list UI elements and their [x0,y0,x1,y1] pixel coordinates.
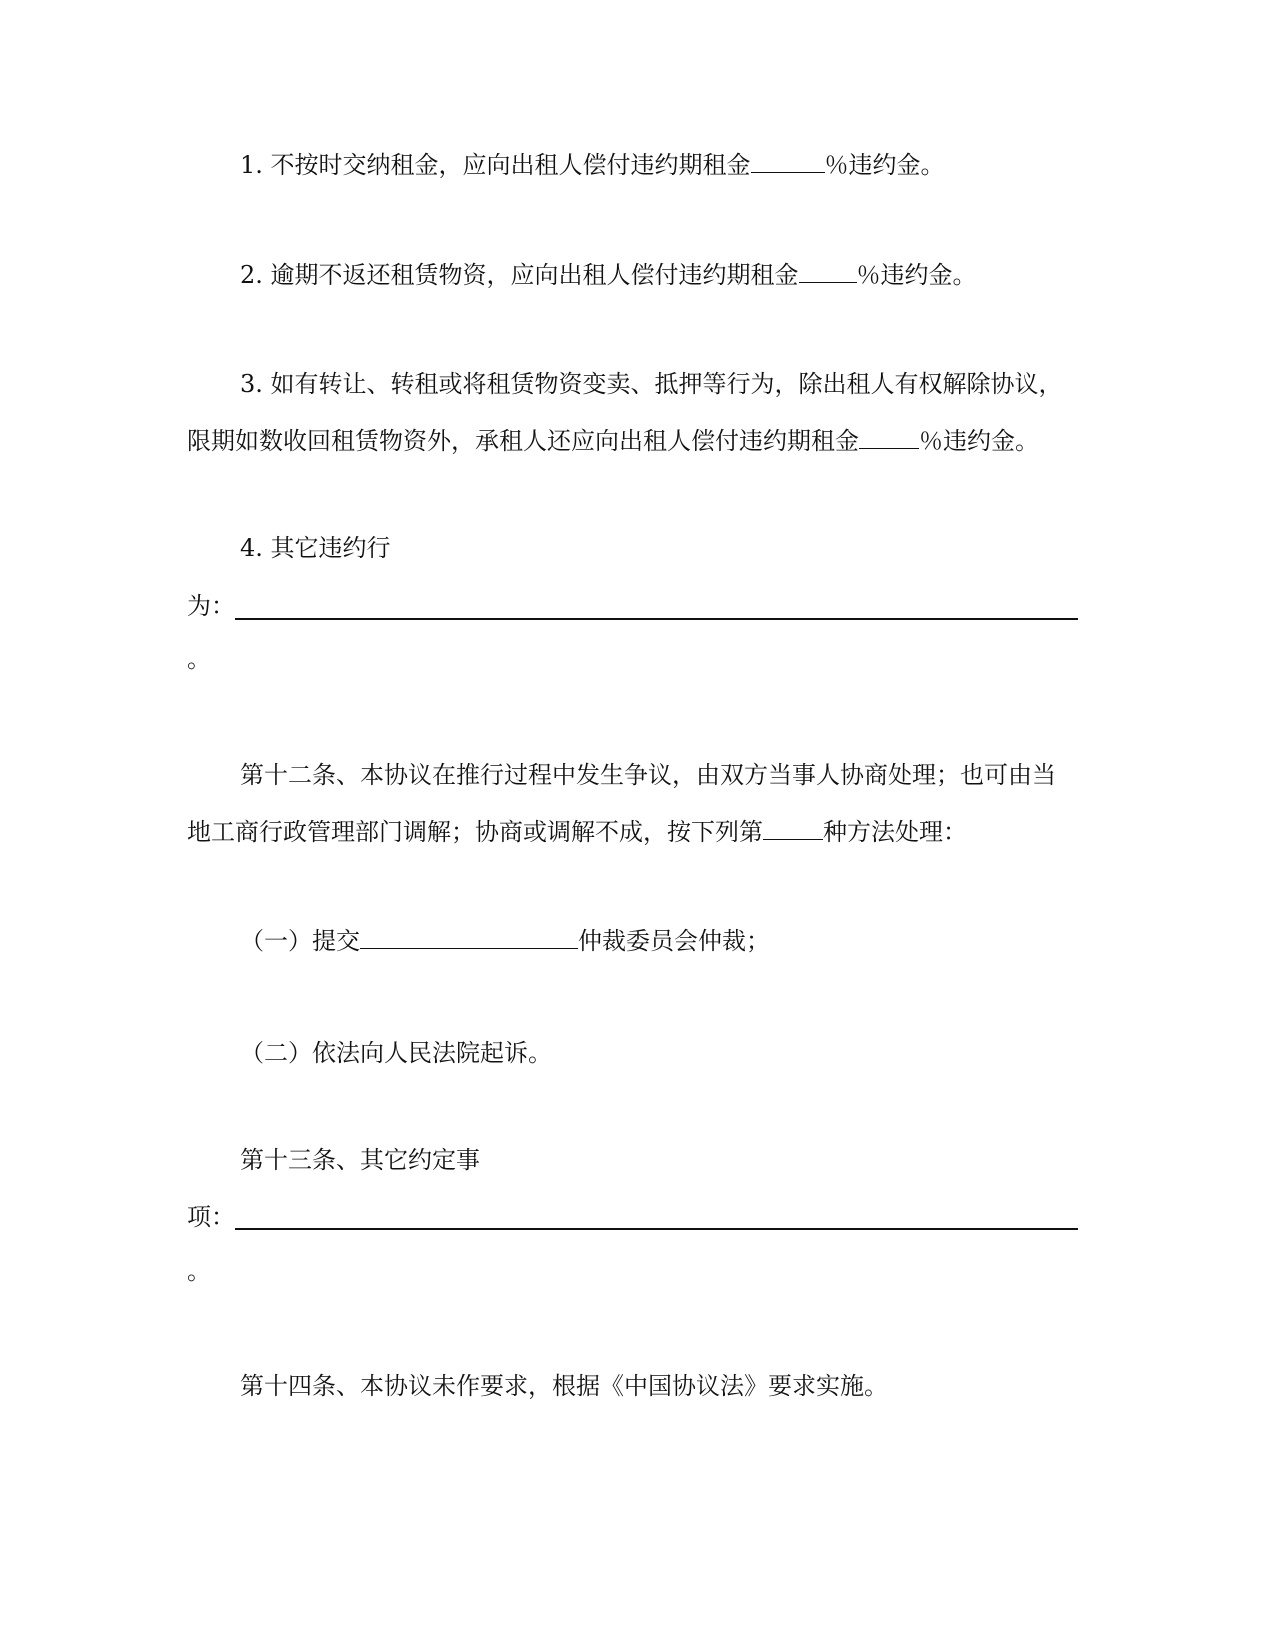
clause-12-suffix: 种方法处理： [823,818,967,846]
penalty-item-2-suffix: ％违约金。 [856,261,977,289]
arbitration-committee-blank[interactable] [360,926,578,949]
clause-12-text: 地工商行政管理部门调解；协商或调解不成，按下列第 [187,818,763,846]
penalty-item-3-suffix: ％违约金。 [919,427,1039,455]
penalty-item-1-suffix: ％违约金。 [824,151,945,179]
clause-12-line-1: 第十二条、本协议在推行过程中发生争议，由双方当事人协商处理；也可由当 [240,761,1056,789]
penalty-item-2-text: 2. 逾期不返还租赁物资，应向出租人偿付违约期租金 [240,261,799,289]
other-terms-blank[interactable] [235,1228,1078,1230]
clause-13-end: 。 [187,1257,211,1285]
dispute-option-1 [240,926,770,956]
dispute-option-1-suffix: 仲裁委员会仲裁； [578,927,770,955]
clause-13-line-1: 第十三条、其它约定事 [240,1146,480,1174]
dispute-method-blank[interactable] [763,817,823,840]
penalty-item-1-text: 1. 不按时交纳租金，应向出租人偿付违约期租金 [240,151,751,179]
penalty-rate-3-blank[interactable] [859,426,919,449]
penalty-item-4-label: 为： [187,592,235,620]
penalty-item-3-text: 限期如数收回租赁物资外，承租人还应向出租人偿付违约期租金 [187,427,859,455]
penalty-rate-1-blank[interactable] [751,150,825,173]
penalty-item-2 [240,260,977,290]
penalty-item-3-line-1: 3. 如有转让、转租或将租赁物资变卖、抵押等行为，除出租人有权解除协议， [240,370,1063,398]
penalty-item-4-line-1: 4. 其它违约行 [240,534,391,562]
penalty-rate-2-blank[interactable] [799,260,857,283]
clause-12-line-2 [187,817,967,847]
penalty-item-3-line-2 [187,426,1039,456]
clause-14: 第十四条、本协议未作要求，根据《中国协议法》要求实施。 [240,1372,888,1400]
penalty-item-4-end: 。 [187,645,211,673]
other-breach-blank[interactable] [235,618,1078,620]
clause-13-label: 项： [187,1203,235,1231]
dispute-option-1-text: （一）提交 [240,927,360,955]
penalty-item-1 [240,150,945,180]
dispute-option-2: （二）依法向人民法院起诉。 [240,1039,552,1067]
